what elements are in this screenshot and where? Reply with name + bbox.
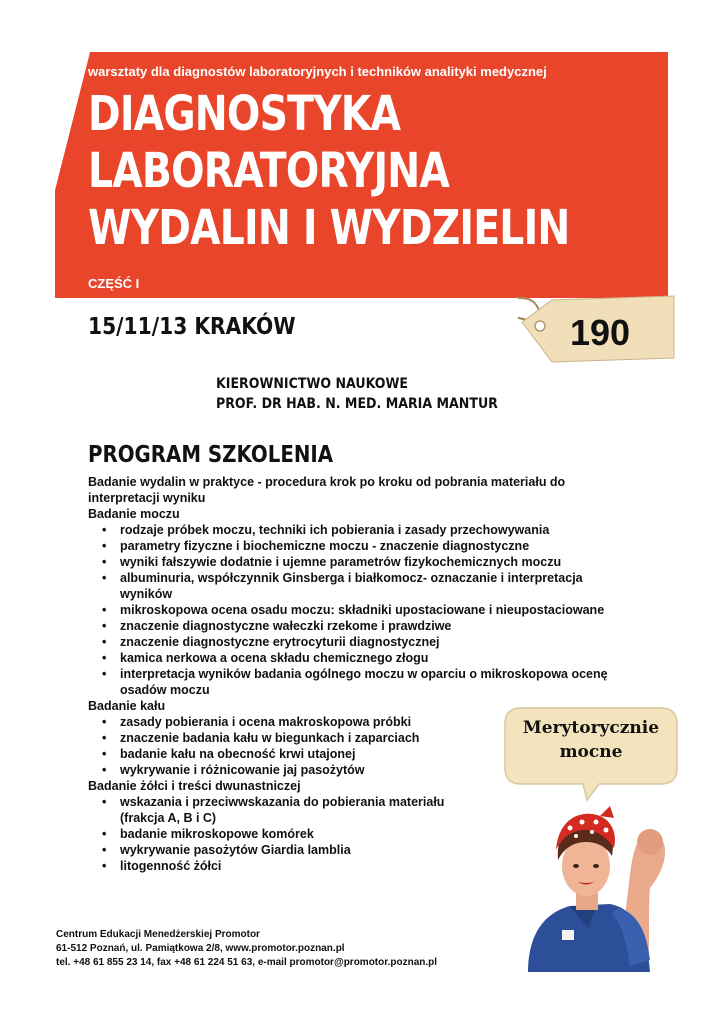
banner-subtitle: warsztaty dla diagnostów laboratoryjnych i techników analityki medycznej <box>88 64 547 79</box>
list-item: • znaczenie diagnostyczne erytrocyturii diagnostycznej <box>120 634 628 650</box>
rosie-illustration <box>500 790 690 972</box>
scientific-label: KIEROWNICTWO NAUKOWE <box>216 376 409 392</box>
date-place: 15/11/13 KRAKÓW <box>88 314 296 340</box>
list-item: • kamica nerkowa a ocena składu chemicznego złogu <box>120 650 628 666</box>
bubble-line-1: Merytorycznie <box>522 718 660 738</box>
footer-org: Centrum Edukacji Menedżerskiej Promotor <box>56 929 260 940</box>
footer-contact <box>56 928 437 970</box>
footer-phone-email: tel. +48 61 855 23 14, fax +48 61 224 51 63, e-mail promotor@promotor.poznan.pl <box>56 957 438 968</box>
page-title <box>88 86 570 257</box>
list-item: • wskazania i przeciwwskazania do pobierania materiału (frakcja A, B i C) <box>120 794 450 826</box>
list-item: • wykrywanie i różnicowanie jaj pasożytów <box>120 762 628 778</box>
part-label: CZĘŚĆ I <box>88 276 140 291</box>
list-item: • litogenność żółci <box>120 858 450 874</box>
list-item: • znaczenie diagnostyczne wałeczki rzekome i prawdziwe <box>120 618 628 634</box>
speech-bubble-text <box>503 716 679 764</box>
scientific-name: PROF. DR HAB. N. MED. MARIA MANTUR <box>216 396 498 412</box>
program-title: PROGRAM SZKOLENIA <box>88 442 334 468</box>
section-heading-bile: Badanie żółci i treści dwunastniczej <box>88 779 301 793</box>
list-item: • wyniki fałszywie dodatnie i ujemne parametrów fizykochemicznych moczu <box>120 554 628 570</box>
list-item: • mikroskopowa ocena osadu moczu: składniki upostaciowane i nieupostaciowane <box>120 602 628 618</box>
section-heading-urine: Badanie moczu <box>88 507 180 521</box>
title-line-1: DIAGNOSTYKA <box>88 86 401 142</box>
list-item: • badanie kału na obecność krwi utajonej <box>120 746 628 762</box>
footer-address: 61-512 Poznań, ul. Pamiątkowa 2/8, www.promotor.poznan.pl <box>56 943 345 954</box>
program-intro: Badanie wydalin w praktyce - procedura krok po kroku od pobrania materiału do interpretacji wyniku <box>88 475 566 505</box>
list-item: • badanie mikroskopowe komórek <box>120 826 450 842</box>
list-item: • interpretacja wyników badania ogólnego moczu w oparciu o mikroskopowa ocenę osadów moczu <box>120 666 628 698</box>
list-urine <box>88 522 628 698</box>
title-line-2: LABORATORYJNA <box>88 143 450 199</box>
title-line-3: WYDALIN I WYDZIELIN <box>88 200 570 256</box>
scientific-leadership <box>216 374 498 414</box>
list-item: • rodzaje próbek moczu, techniki ich pobierania i zasady przechowywania <box>120 522 628 538</box>
section-heading-stool: Badanie kału <box>88 699 166 713</box>
list-item: • albuminuria, współczynnik Ginsberga i białkomocz- oznaczanie i interpretacja wyników <box>120 570 628 602</box>
price-value: 190 <box>570 312 631 353</box>
bubble-line-2: mocne <box>559 742 623 762</box>
list-item: • znaczenie badania kału w biegunkach i zaparciach <box>120 730 628 746</box>
list-item: • wykrywanie pasożytów Giardia lamblia <box>120 842 450 858</box>
list-item: • parametry fizyczne i biochemiczne moczu - znaczenie diagnostyczne <box>120 538 628 554</box>
list-item: • zasady pobierania i ocena makroskopowa próbki <box>120 714 628 730</box>
list-bile <box>88 794 450 874</box>
